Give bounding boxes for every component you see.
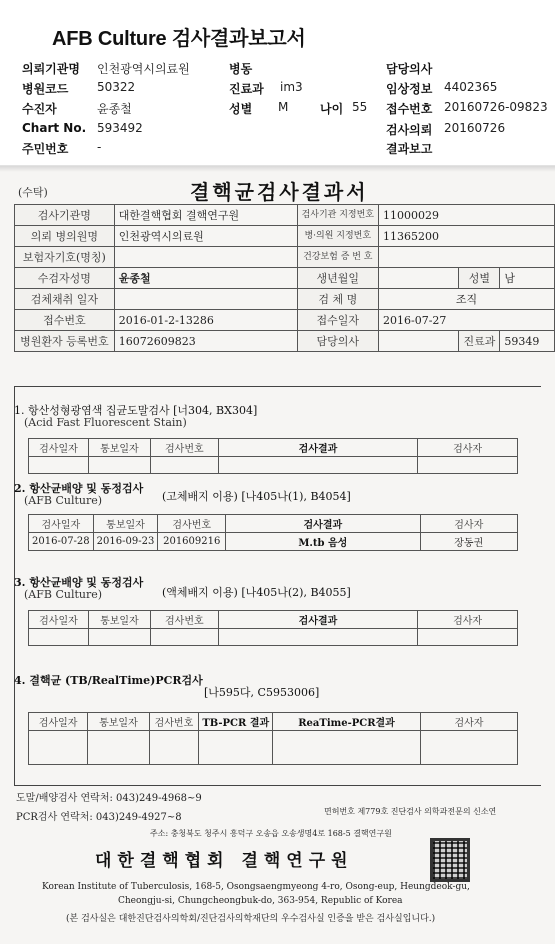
field-value-accession: 20160726-09823 — [444, 100, 548, 114]
cell: 2016-07-28 — [29, 533, 94, 551]
field-value-resident: - — [97, 140, 102, 154]
field-value-request: 20160726 — [444, 121, 506, 135]
cell — [418, 457, 518, 474]
section-3-table — [28, 610, 518, 646]
info-value: 대한결핵협회 결핵연구원 — [114, 205, 297, 226]
field-label-doctor: 담당의사 — [386, 62, 433, 76]
col-header: 검사자 — [418, 611, 518, 629]
field-value-org: 인천광역시의료원 — [97, 62, 190, 76]
info-label: 검 체 명 — [297, 289, 378, 310]
field-label-patient: 수진자 — [22, 102, 57, 116]
field-label-request: 검사의뢰 — [386, 123, 433, 137]
col-header: 통보일자 — [88, 611, 150, 629]
info-value: 윤종철 — [114, 268, 297, 289]
table-row — [29, 533, 518, 551]
cell — [218, 457, 417, 474]
section-1-table — [28, 438, 518, 474]
col-header: 검사번호 — [158, 515, 226, 533]
info-value: 2016-07-27 — [379, 310, 555, 331]
section-2-note: (고체배지 이용) [나405나(1), B4054] — [162, 490, 351, 503]
col-header: 검사자 — [418, 439, 518, 457]
section-2-title-text: 2. 항산균배양 및 동정검사 — [14, 482, 144, 495]
col-header: 검사일자 — [29, 611, 89, 629]
info-label: 접수일자 — [297, 310, 378, 331]
info-label: 진료과 — [459, 331, 500, 352]
license-info: 면허번호 제779호 진단검사 의학과전문의 신소연 — [324, 807, 497, 816]
cell — [150, 457, 218, 474]
info-label: 접수번호 — [15, 310, 115, 331]
col-header: 검사결과 — [226, 515, 420, 533]
cell — [88, 629, 150, 646]
official-seal-icon — [430, 838, 470, 882]
receipt-mark: (수탁) — [18, 186, 48, 199]
info-value: 11365200 — [379, 226, 555, 247]
report-header — [0, 0, 555, 166]
cell — [150, 629, 218, 646]
info-value: 11000029 — [379, 205, 555, 226]
col-header: 검사번호 — [150, 611, 218, 629]
cell — [420, 731, 517, 765]
address-english-1: Korean Institute of Tuberculosis, 168-5, Osongsaengmyeong 4-ro, Osong-eup, Heungdeok-gu, — [42, 882, 470, 892]
info-value: 남 — [500, 268, 555, 289]
field-label-clinical: 임상정보 — [386, 82, 433, 96]
cell — [218, 629, 417, 646]
field-label-age: 나이 — [320, 102, 344, 116]
scan-edge — [0, 166, 555, 172]
info-value: 조직 — [379, 289, 555, 310]
info-label: 담당의사 — [297, 331, 378, 352]
field-value-sex: M — [278, 100, 289, 114]
cell — [29, 457, 89, 474]
info-value — [114, 289, 297, 310]
info-value: 59349 — [500, 331, 555, 352]
patient-info-table — [14, 204, 555, 352]
info-label: 병원환자 등록번호 — [15, 331, 115, 352]
col-header: 검사번호 — [150, 439, 218, 457]
field-label-sex: 성별 — [229, 102, 253, 116]
section-4-title — [14, 672, 203, 688]
section-4-table — [28, 712, 518, 765]
table-row — [29, 629, 518, 646]
institute-name: 대한결핵협회 결핵연구원 — [95, 851, 354, 871]
info-value: 2016-01-2-13286 — [114, 310, 297, 331]
address-english-2: Cheongju-si, Chungcheongbuk-do, 363-954, Republic of Korea — [118, 896, 403, 906]
field-value-chart: 593492 — [97, 121, 143, 135]
cell: 2016-09-23 — [93, 533, 158, 551]
col-header: 검사자 — [420, 713, 517, 731]
info-label: 검사기관명 — [15, 205, 115, 226]
info-value — [379, 268, 459, 289]
col-header: ReaTime-PCR결과 — [273, 713, 421, 731]
address-korean: 주소: 충청북도 청주시 흥덕구 오송읍 오송생명4로 168-5 결핵연구원 — [150, 829, 392, 838]
info-value: 인천광역시의료원 — [114, 226, 297, 247]
cell — [149, 731, 199, 765]
field-value-hosp-code: 50322 — [97, 80, 136, 94]
section-4-title-text: 4. 결핵균 (TB/RealTime)PCR검사 — [14, 674, 203, 687]
section-3-note: (액체배지 이용) [나405나(2), B4055] — [162, 586, 351, 599]
section-3-subtitle: (AFB Culture) — [24, 588, 103, 601]
field-label-chart: Chart No. — [22, 121, 87, 135]
section-2-subtitle: (AFB Culture) — [24, 494, 103, 507]
cell — [199, 731, 273, 765]
scanned-result-document — [0, 166, 555, 944]
cell — [29, 731, 88, 765]
cell: M.tb 음성 — [226, 533, 420, 551]
info-label: 의뢰 병의원명 — [15, 226, 115, 247]
section-1-subtitle: (Acid Fast Fluorescent Stain) — [24, 416, 187, 429]
cell — [273, 731, 421, 765]
info-value — [379, 331, 459, 352]
info-label: 보험자기호(명칭) — [15, 247, 115, 268]
report-title: AFB Culture 검사결과보고서 — [52, 28, 306, 50]
table-row — [29, 731, 518, 765]
cell — [29, 629, 89, 646]
field-value-patient: 윤종철 — [97, 102, 132, 116]
col-header: 통보일자 — [88, 439, 150, 457]
col-header: 검사자 — [420, 515, 518, 533]
col-header: 통보일자 — [88, 713, 149, 731]
cell: 201609216 — [158, 533, 226, 551]
info-label: 생년월일 — [297, 268, 378, 289]
certification-note: (본 검사실은 대한진단검사의학회/진단검사의학재단의 우수검사실 인증을 받은 검사실입니다.) — [66, 914, 436, 924]
info-value — [114, 247, 297, 268]
field-label-dept: 진료과 — [229, 82, 264, 96]
info-value: 16072609823 — [114, 331, 297, 352]
info-label: 검체채취 일자 — [15, 289, 115, 310]
field-value-age: 55 — [352, 100, 368, 114]
info-label: 건강보험 증 번 호 — [297, 247, 378, 268]
field-label-ward: 병동 — [229, 62, 253, 76]
field-value-clinical: 4402365 — [444, 80, 498, 94]
cell — [88, 457, 150, 474]
info-label: 수검자성명 — [15, 268, 115, 289]
info-label: 검사기관 지정번호 — [297, 205, 378, 226]
info-value — [379, 247, 555, 268]
col-header: 검사일자 — [29, 439, 89, 457]
col-header: 검사번호 — [149, 713, 199, 731]
field-label-resident: 주민번호 — [22, 142, 69, 156]
col-header: 통보일자 — [93, 515, 158, 533]
culture-contact: 도말/배양검사 연락처: 043)249-4968~9 — [16, 793, 202, 804]
info-label: 성별 — [459, 268, 500, 289]
cell: 장동권 — [420, 533, 518, 551]
section-4-note: [나595다, C5953006] — [204, 686, 320, 699]
col-header: 검사일자 — [29, 515, 94, 533]
field-value-dept: im3 — [280, 80, 303, 94]
field-label-hosp-code: 병원코드 — [22, 82, 69, 96]
field-label-accession: 접수번호 — [386, 102, 433, 116]
col-header: 검사일자 — [29, 713, 88, 731]
col-header: TB-PCR 결과 — [199, 713, 273, 731]
section-1-title: 1. 항산성형광염색 집균도말검사 [너304, BX304] — [14, 404, 258, 417]
info-label: 병·의원 지정번호 — [297, 226, 378, 247]
section-2-table — [28, 514, 518, 551]
cell — [418, 629, 518, 646]
field-label-org: 의뢰기관명 — [22, 62, 80, 76]
document-title: 결핵균검사결과서 — [190, 180, 369, 204]
col-header: 검사결과 — [218, 439, 417, 457]
section-3-title-text: 3. 항산균배양 및 동정검사 — [14, 576, 144, 589]
pcr-contact: PCR검사 연락처: 043)249-4927~8 — [16, 812, 182, 823]
table-row — [29, 457, 518, 474]
field-label-report: 결과보고 — [386, 142, 433, 156]
cell — [88, 731, 149, 765]
col-header: 검사결과 — [218, 611, 417, 629]
